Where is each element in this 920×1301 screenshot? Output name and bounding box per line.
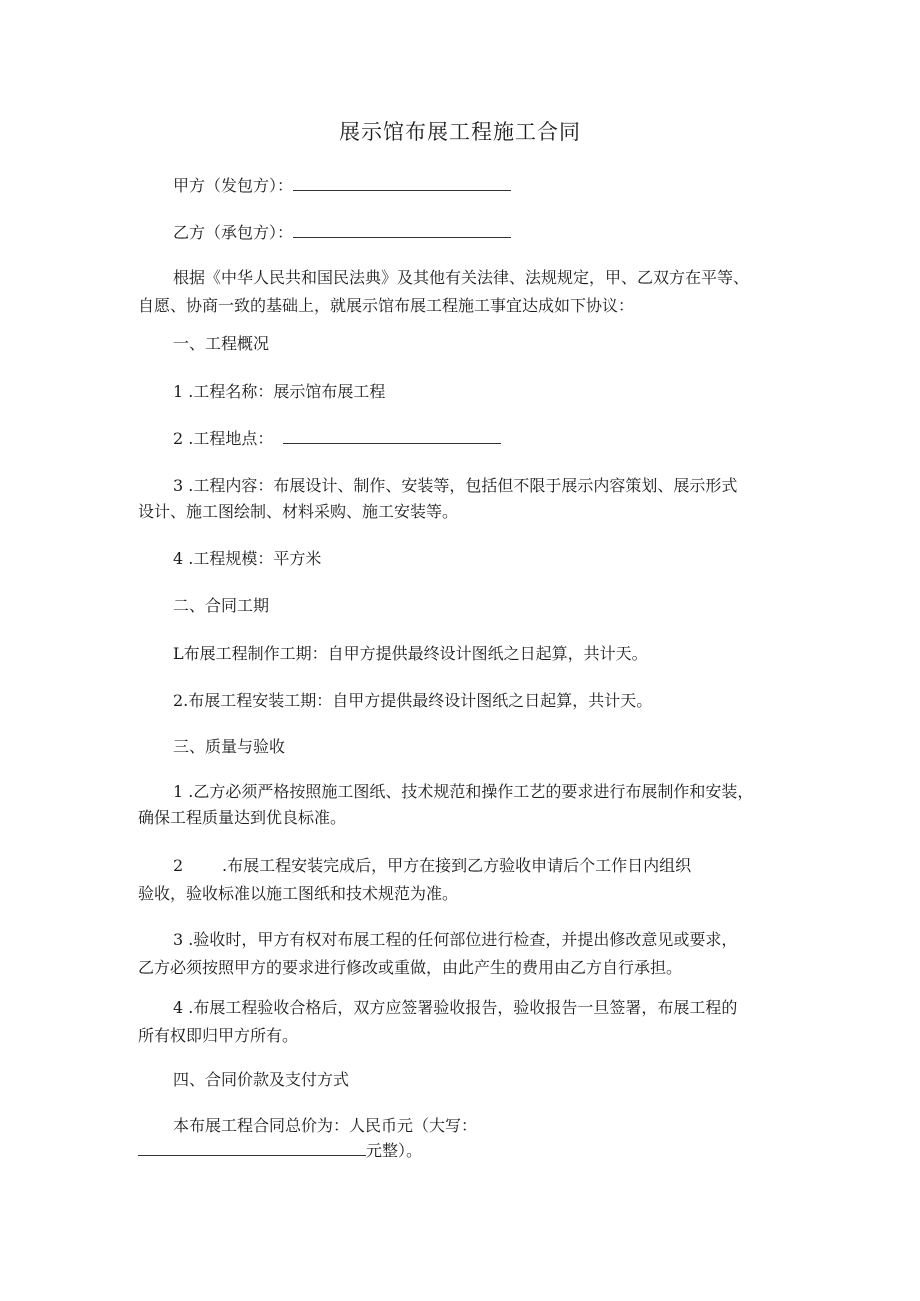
section-1-item-3-line-1: 3 .工程内容：布展设计、制作、安装等，包括但不限于展示内容策划、展示形式 [173, 476, 738, 495]
section-1-heading: 一、工程概况 [173, 334, 270, 353]
party-b-blank [293, 219, 511, 238]
party-b-line [173, 219, 511, 247]
section-3-heading: 三、质量与验收 [173, 737, 286, 756]
project-location-blank [283, 425, 501, 444]
preamble-line-1: 根据《中华人民共和国民法典》及其他有关法律、法规规定，甲、乙双方在平等、 [173, 268, 750, 287]
party-b-label: 乙方（承包方）： [173, 223, 294, 242]
section-3-item-2-line-2: 验收，验收标准以施工图纸和技术规范为准。 [138, 884, 459, 903]
section-1-item-3-line-2: 设计、施工图绘制、材料采购、施工安装等。 [138, 502, 459, 521]
project-location-label: 2 .工程地点： [173, 429, 274, 448]
party-a-blank [293, 172, 511, 191]
section-4-line-1: 本布展工程合同总价为：人民币元（大写： [173, 1116, 478, 1135]
section-3-item-4-line-1: 4 .布展工程验收合格后，双方应签署验收报告，验收报告一旦签署，布展工程的 [173, 998, 738, 1017]
amount-in-words-blank [138, 1137, 366, 1156]
section-1-item-1: 1 .工程名称：展示馆布展工程 [173, 382, 386, 401]
amount-suffix: 元整）。 [366, 1141, 423, 1160]
party-a-label: 甲方（发包方）： [173, 176, 294, 195]
section-3-item-3-line-2: 乙方必须按照甲方的要求进行修改或重做，由此产生的费用由乙方自行承担。 [138, 958, 683, 977]
section-2-item-1: L布展工程制作工期：自甲方提供最终设计图纸之日起算，共计天。 [173, 644, 648, 663]
preamble-line-2: 自愿、协商一致的基础上，就展示馆布展工程施工事宜达成如下协议： [138, 296, 635, 315]
section-2-item-2: 2.布展工程安装工期：自甲方提供最终设计图纸之日起算，共计天。 [173, 691, 653, 710]
section-1-item-4: 4 .工程规模：平方米 [173, 549, 322, 568]
section-3-item-3-line-1: 3 .验收时，甲方有权对布展工程的任何部位进行检查，并提出修改意见或要求， [173, 930, 738, 949]
section-3-item-2-line-1: .布展工程安装完成后，甲方在接到乙方验收申请后个工作日内组织 [222, 856, 692, 875]
section-3-item-2-number: 2 [173, 856, 184, 875]
section-3-item-1-line-2: 确保工程质量达到优良标准。 [138, 808, 347, 827]
section-3-item-4-line-2: 所有权即归甲方所有。 [138, 1026, 299, 1045]
document-title: 展示馆布展工程施工合同 [339, 120, 581, 144]
section-4-line-2 [138, 1137, 422, 1165]
section-1-item-2 [173, 425, 501, 453]
section-2-heading: 二、合同工期 [173, 596, 270, 615]
section-4-heading: 四、合同价款及支付方式 [173, 1070, 350, 1089]
party-a-line [173, 172, 511, 200]
section-3-item-1-line-1: 1 .乙方必须严格按照施工图纸、技术规范和操作工艺的要求进行布展制作和安装， [173, 782, 754, 801]
